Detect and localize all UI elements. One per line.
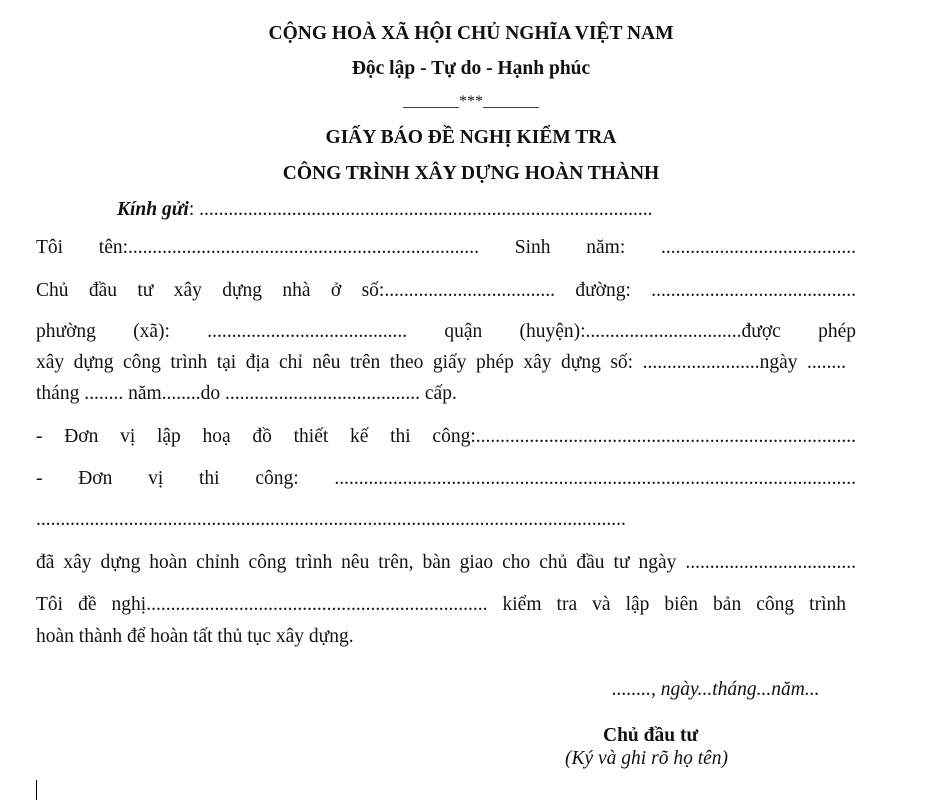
recipient-field: : ............................................................................................. bbox=[188, 199, 653, 220]
signature-role: Chủ đầu tư bbox=[603, 725, 699, 746]
signature-note: (Ký và ghi rõ họ tên) bbox=[565, 748, 729, 769]
country-heading: CỘNG HOÀ XÃ HỘI CHỦ NGHĨA VIỆT NAM bbox=[268, 23, 674, 44]
document-title: GIẤY BÁO ĐỀ NGHỊ KIỂM TRA bbox=[325, 127, 617, 148]
ward-line: phường (xã): ......................................... quận (huyện):................................được phép bbox=[36, 321, 856, 342]
construction-unit-line: - Đơn vị thi công: ........................................................................................................... bbox=[36, 468, 856, 489]
completion-line: đã xây dựng hoàn chỉnh công trình nêu trên, bàn giao cho chủ đầu tư ngày ................................... bbox=[36, 552, 856, 573]
owner-line: Chủ đầu tư xây dựng nhà ở số:................................... đường: .......................................... bbox=[36, 280, 856, 301]
request-line-continued: hoàn thành để hoàn tất thủ tục xây dựng. bbox=[36, 626, 354, 647]
text-cursor bbox=[36, 780, 37, 800]
request-line: Tôi đề nghị...................................................................... kiểm tra và lập biên bản công trình bbox=[36, 594, 846, 615]
issue-date-line: tháng ........ năm........do ........................................ cấp. bbox=[36, 383, 457, 404]
design-unit-line: - Đơn vị lập hoạ đồ thiết kế thi công:.............................................................................. bbox=[36, 426, 856, 447]
motto: Độc lập - Tự do - Hạnh phúc bbox=[351, 58, 591, 79]
recipient-label: Kính gửi bbox=[117, 199, 189, 220]
permit-line: xây dựng công trình tại địa chỉ nêu trên theo giấy phép xây dựng số: ........................ngày ........ bbox=[36, 352, 846, 373]
blank-line: ......................................................................................................................... bbox=[36, 509, 626, 530]
recipient-line bbox=[117, 198, 653, 222]
header-separator: _______***_______ bbox=[403, 93, 539, 110]
signature-date: ........, ngày...tháng...năm... bbox=[612, 679, 820, 700]
name-line: Tôi tên:........................................................................ Sinh năm: ........................................ bbox=[36, 237, 856, 258]
document-subtitle: CÔNG TRÌNH XÂY DỰNG HOÀN THÀNH bbox=[282, 163, 660, 184]
